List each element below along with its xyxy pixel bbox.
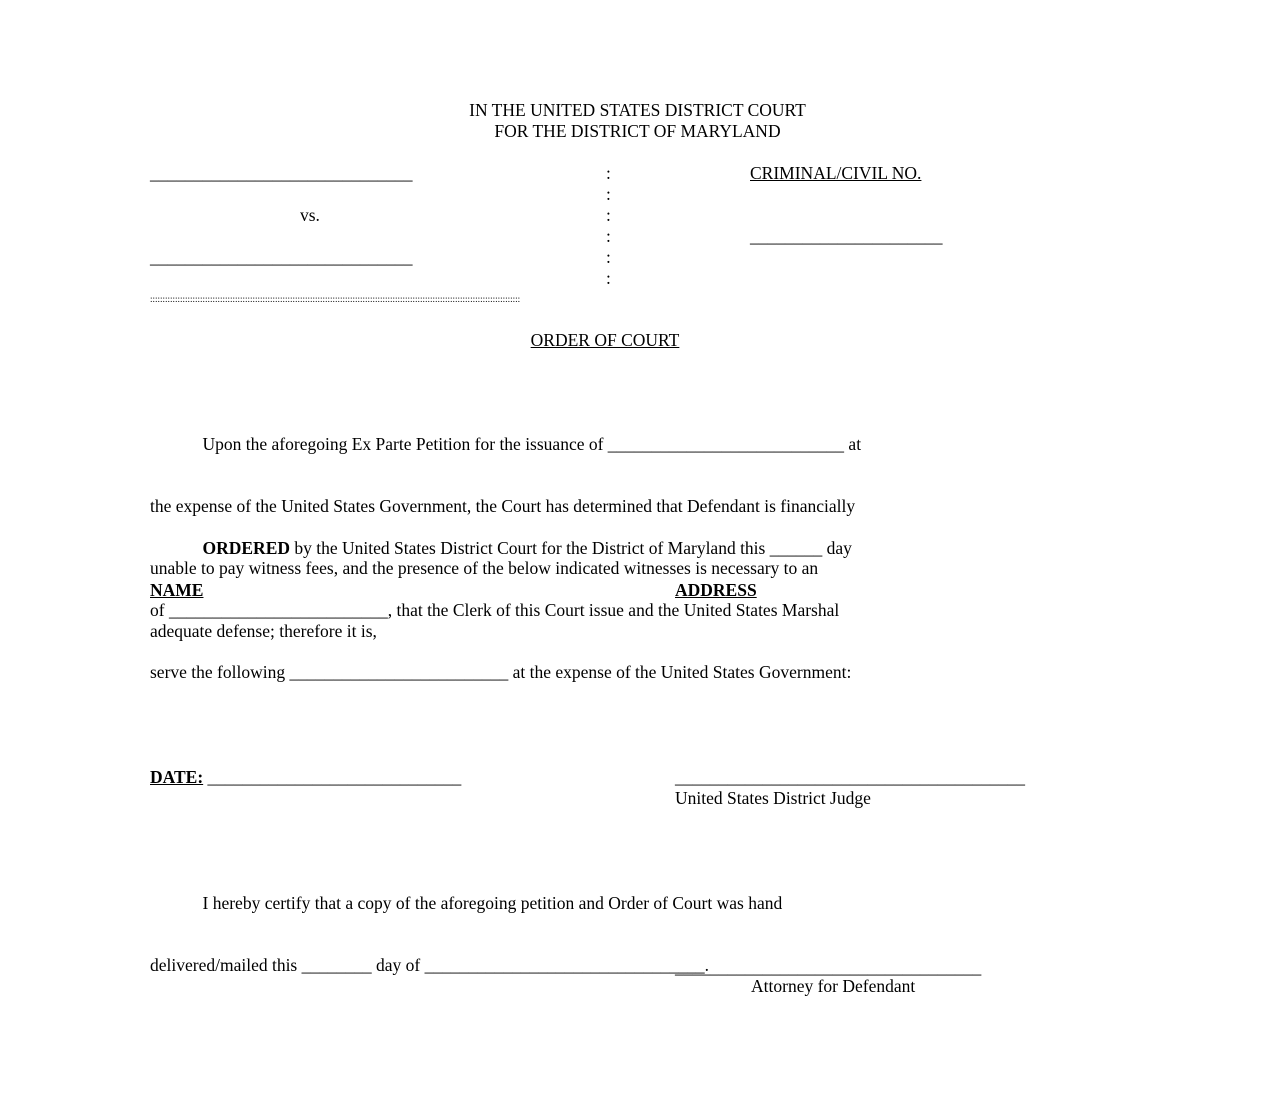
date-row [150,767,461,788]
caption-colon: : [606,247,611,267]
case-number-label: CRIMINAL/CIVIL NO. [750,163,922,183]
paragraph-line: of _________________________, that the Clerk of this Court issue and the United States Marshal [150,599,840,620]
judge-title: United States District Judge [675,788,871,808]
versus-label: vs. [300,205,320,225]
ordered-label: ORDERED [202,537,291,558]
caption-colon: : [606,268,611,288]
attorney-title: Attorney for Defendant [751,976,916,996]
court-header-line1: IN THE UNITED STATES DISTRICT COURT [469,100,806,120]
date-label: DATE: [150,767,204,787]
paragraph-line: serve the following _________________________ at the expense of the United States Government: [150,662,852,683]
ordered-line1-rest: by the United States District Court for the District of Maryland this ______ day [290,537,852,558]
caption-separator: :::::::::::::::::::::::::::::::::::::::::::::::::::::::::::::::::::::::::::::::::::::::::::::::::::::::::::::::::::::::::::::::::::::::::::::::::::: [150,294,521,304]
case-number-blank: ______________________ [750,226,943,246]
caption-colon: : [606,163,611,183]
judge-signature-line: ________________________________________ [675,767,1025,787]
order-title: ORDER OF COURT [530,330,680,350]
ordered-paragraph [150,496,1110,704]
paragraph-line: the expense of the United States Government, the Court has determined that Defendant is financially [150,495,856,516]
paragraph-line: delivered/mailed this ________ day of ________________________________. [150,954,709,975]
caption-colon: : [606,226,611,246]
name-column-header: NAME [150,580,204,600]
paragraph-line [150,538,1110,559]
party-blank-bottom: ______________________________ [150,247,413,267]
paragraph-line: Upon the aforegoing Ex Parte Petition for the issuance of ___________________________ at [150,433,862,454]
indent [150,538,203,558]
paragraph-line: adequate defense; therefore it is, [150,620,377,641]
caption-colon: : [606,184,611,204]
court-header-line2: FOR THE DISTRICT OF MARYLAND [494,121,781,141]
attorney-signature-line: ___________________________________ [675,957,982,977]
party-blank-top: ______________________________ [150,163,413,183]
paragraph-line: unable to pay witness fees, and the presence of the below indicated witnesses is necessary to an [150,558,819,579]
caption-colon: : [606,205,611,225]
date-blank: _____________________________ [203,767,462,787]
paragraph-line: I hereby certify that a copy of the aforegoing petition and Order of Court was hand [150,892,783,913]
address-column-header: ADDRESS [675,580,757,600]
